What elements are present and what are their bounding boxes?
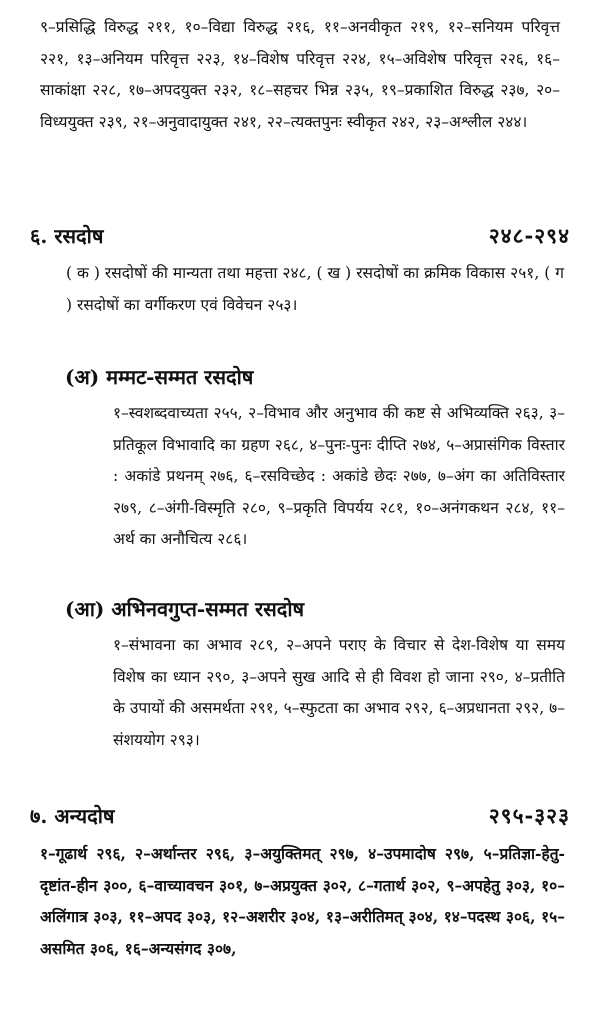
subsection-a-heading: [65, 363, 253, 390]
section-6-title: रसदोष: [54, 224, 104, 248]
section-6-title-wrap: [30, 222, 103, 249]
section-7-number: ७.: [30, 804, 48, 828]
section-6-number: ६.: [30, 224, 48, 248]
section-6-heading: [30, 222, 570, 250]
section-6-pages: २४८-२९४: [488, 223, 570, 248]
section-7-title-wrap: [30, 802, 114, 829]
section-7-title: अन्यदोष: [54, 804, 115, 828]
subsection-a-items: १–स्वशब्दवाच्यता २५५, २–विभाव और अनुभाव की कष्ट से अभिव्यक्ति २६३, ३–प्रतिकूल विभावादि का ग्रहण २६८, ४–पुनः-पुनः दीप्ति २७४, ५–अप्रासंगिक विस्तार : अकांडे प्रथनम् २७६, ६–रसविच्छेद : अकांडे छेदः २७७, ७–अंग का अतिविस्तार २७९, ८–अंगी-विस्मृति २८०, ९–प्रकृति विपर्यय २८१, १०–अनंगकथन २८४, ११–अर्थ का अनौचित्य २८६।: [113, 404, 565, 548]
subsection-aa-label: (आ) अभिनवगुप्त-सम्मत रसदोष: [65, 597, 305, 621]
section-6-intro: ( क ) रसदोषों की मान्यता तथा महत्ता २४८, ( ख ) रसदोषों का क्रमिक विकास २५१, ( ग ) रसदोषों का वर्गीकरण एवं विवेचन २५३।: [66, 264, 564, 314]
subsection-aa-items: १–संभावना का अभाव २८९, २–अपने पराए के विचार से देश-विशेष या समय विशेष का ध्यान २९०, ३–अपने सुख आदि से ही विवश हो जाना २९०, ४–प्रतीति के उपायों की असमर्थता २९१, ५–स्फुटता का अभाव २९२, ६–अप्रधानता २९२, ७–संशययोग २९३।: [113, 636, 565, 749]
subsection-a-label: (अ) मम्मट-सम्मत रसदोष: [65, 365, 254, 389]
subsection-aa-heading: [65, 595, 304, 622]
section-7-heading: [30, 802, 570, 830]
section-7-pages: २९५-३२३: [488, 803, 570, 828]
continued-dosha-list: ९–प्रसिद्धि विरुद्ध २११, १०–विद्या विरुद्ध २१६, ११–अनवीकृत २१९, १२–सनियम परिवृत्त २२१, १३–अनियम परिवृत्त २२३, १४–विशेष परिवृत्त २२४, १५–अविशेष परिवृत्त २२६, १६–साकांक्षा २२८, १७–अपदयुक्त २३२, १८–सहचर भिन्न २३५, १९–प्रकाशित विरुद्ध २३७, २०–विध्ययुक्त २३९, २१–अनुवादायुक्त २४१, २२–त्यक्तपुनः स्वीकृत २४२, २३–अश्लील २४४।: [40, 18, 560, 131]
section-7-items: १–गूढार्थ २९६, २–अर्थान्तर २९६, ३–अयुक्तिमत् २९७, ४–उपमादोष २९७, ५–प्रतिज्ञा-हेतु-दृष्टांत-हीन ३००, ६–वाच्यावचन ३०१, ७–अप्रयुक्त ३०२, ८–गतार्थ ३०२, ९–अपहेतु ३०३, १०–अलिंगात्र ३०३, ११–अपद ३०३, १२–अशरीर ३०४, १३–अरीतिमत् ३०४, १४–पदस्थ ३०६, १५–असमित ३०६, १६–अन्यसंगद ३०७,: [40, 844, 565, 958]
